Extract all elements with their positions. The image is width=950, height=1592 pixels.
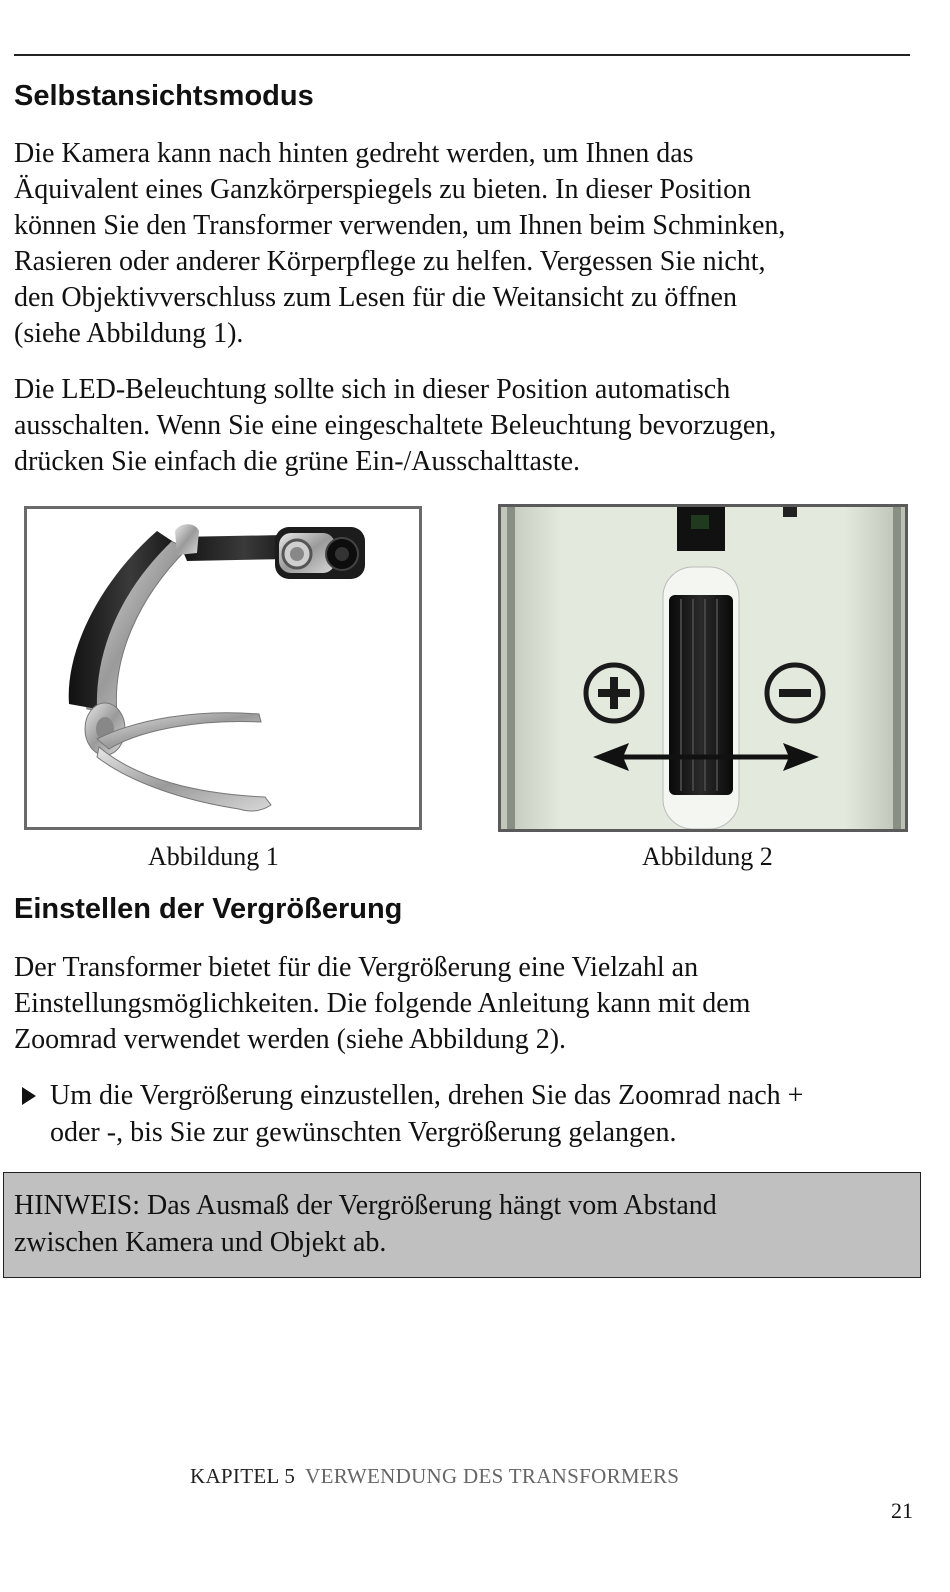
- camera-device-illustration: [27, 509, 419, 827]
- bullet-text: [50, 1077, 930, 1151]
- footer-chapter: KAPITEL 5: [190, 1464, 296, 1488]
- figure-1-caption: Abbildung 1: [148, 842, 279, 871]
- text-line: (siehe Abbildung 1).: [14, 318, 244, 349]
- text-line: Äquivalent eines Ganzkörperspiegels zu bieten. In dieser Position: [14, 174, 752, 205]
- text-line: Einstellungsmöglichkeiten. Die folgende Anleitung kann mit dem: [14, 988, 751, 1019]
- section-heading-self-view: Selbstansichtsmodus: [14, 80, 314, 112]
- text-line: den Objektivverschluss zum Lesen für die Weitansicht zu öffnen: [14, 282, 737, 313]
- figure-2-caption: Abbildung 2: [642, 842, 773, 871]
- text-line: Um die Vergrößerung einzustellen, drehen Sie das Zoomrad nach +: [50, 1080, 804, 1111]
- zoom-wheel-illustration: [501, 507, 905, 829]
- text-line: können Sie den Transformer verwenden, um Ihnen beim Schminken,: [14, 210, 786, 241]
- note-box: [3, 1172, 921, 1278]
- figure-2-image: [498, 504, 908, 832]
- magnification-paragraph: [14, 950, 919, 1058]
- text-line: zwischen Kamera und Objekt ab.: [14, 1227, 387, 1258]
- footer-chapter-title: VERWENDUNG DES TRANSFORMERS: [305, 1464, 680, 1488]
- text-line: Rasieren oder anderer Körperpflege zu helfen. Vergessen Sie nicht,: [14, 246, 766, 277]
- top-rule: [14, 54, 910, 56]
- page-footer: [190, 1464, 679, 1489]
- note-text: [14, 1187, 894, 1261]
- text-line: ausschalten. Wenn Sie eine eingeschaltete Beleuchtung bevorzugen,: [14, 410, 777, 441]
- page-number: 21: [891, 1498, 913, 1523]
- text-line: drücken Sie einfach die grüne Ein-/Ausschalttaste.: [14, 446, 581, 477]
- figure-1-image: [24, 506, 422, 830]
- led-paragraph: [14, 372, 919, 480]
- section-heading-magnification: Einstellen der Vergrößerung: [14, 893, 403, 925]
- text-line: HINWEIS: Das Ausmaß der Vergrößerung hängt vom Abstand: [14, 1190, 717, 1221]
- bullet-triangle-icon: [22, 1087, 36, 1105]
- text-line: Zoomrad verwendet werden (siehe Abbildung 2).: [14, 1024, 567, 1055]
- text-line: oder -, bis Sie zur gewünschten Vergrößerung gelangen.: [50, 1117, 677, 1148]
- text-line: Die LED-Beleuchtung sollte sich in dieser Position automatisch: [14, 374, 731, 405]
- text-line: Die Kamera kann nach hinten gedreht werden, um Ihnen das: [14, 138, 694, 169]
- self-view-paragraph: [14, 136, 919, 352]
- text-line: Der Transformer bietet für die Vergrößerung eine Vielzahl an: [14, 952, 699, 983]
